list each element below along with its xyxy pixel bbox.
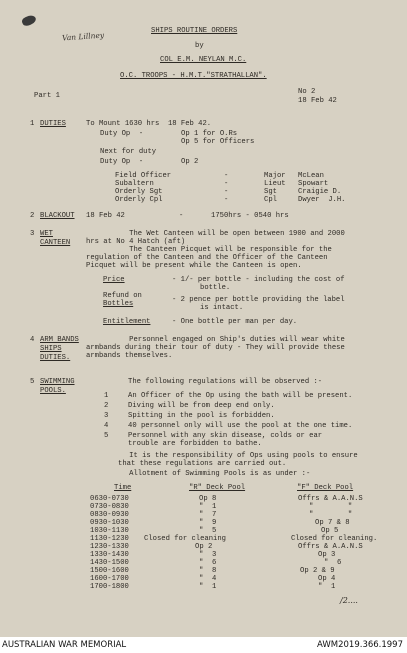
officer-rank: Cpl xyxy=(264,196,277,204)
time-cell: 0930-1030 xyxy=(90,519,129,527)
armbands-text-line: armbands themselves. xyxy=(86,352,173,360)
r-deck-cell: " 9 xyxy=(199,519,217,527)
by-line: by xyxy=(195,42,204,50)
officer-dash: - xyxy=(224,172,229,180)
rule-number: 4 xyxy=(104,422,109,430)
f-deck-cell: " " xyxy=(309,511,353,519)
officer-name: Craigie D. xyxy=(298,188,342,196)
document-title: SHIPS ROUTINE ORDERS xyxy=(151,27,238,35)
duty-op-ors: Op 1 for O.Rs xyxy=(181,130,238,138)
pools-heading: POOLS. xyxy=(40,387,66,395)
f-deck-cell: Op 7 & 8 xyxy=(315,519,350,527)
time-cell: 1600-1700 xyxy=(90,575,129,583)
institution-name: AUSTRALIAN WAR MEMORIAL xyxy=(2,640,127,650)
time-cell: 1030-1130 xyxy=(90,527,129,535)
section-3-number: 3 xyxy=(30,230,35,238)
section-4-number: 4 xyxy=(30,336,35,344)
f-deck-cell: Closed for cleaning. xyxy=(291,535,378,543)
officer-role: Orderly Cpl xyxy=(115,196,163,204)
time-cell: 1500-1600 xyxy=(90,567,129,575)
order-date: 18 Feb 42 xyxy=(298,97,337,105)
canteen-text-line: The Wet Canteen will be open between 1900 and 2000 xyxy=(86,230,345,238)
f-deck-cell: Offrs & A.A.N.S xyxy=(298,495,363,503)
officer-role: Subaltern xyxy=(115,180,154,188)
officer-rank: Sgt xyxy=(264,188,277,196)
wet-heading: WET xyxy=(40,230,53,238)
refund-label-bottles: Bottles xyxy=(103,300,134,308)
armbands-heading: ARM BANDS xyxy=(40,336,79,344)
time-cell: 0830-0930 xyxy=(90,511,129,519)
oc-troops-line: O.C. TROOPS - H.M.T."STRATHALLAN". xyxy=(120,72,267,80)
r-deck-cell: " 6 xyxy=(199,559,217,567)
mount-line: To Mount 1630 hrs 18 Feb 42. xyxy=(86,120,212,128)
r-deck-cell: " 3 xyxy=(199,551,217,559)
rule-text: Personnel with any skin disease, colds or ear xyxy=(128,432,323,440)
responsibility-line: that these regulations are carried out. xyxy=(118,460,287,468)
duty-op-officers: Op 5 for Officers xyxy=(181,138,255,146)
f-deck-cell: " " xyxy=(309,503,353,511)
entitlement-value: - One bottle per man per day. xyxy=(172,318,298,326)
time-cell: 1230-1330 xyxy=(90,543,129,551)
section-5-number: 5 xyxy=(30,378,35,386)
blackout-times: 1750hrs - 0540 hrs xyxy=(211,212,289,220)
price-value: - 1/- per bottle - including the cost of xyxy=(172,276,345,284)
officer-name: Spowart xyxy=(298,180,329,188)
r-deck-cell: " 4 xyxy=(199,575,217,583)
rule-number: 3 xyxy=(104,412,109,420)
officer-rank: Major xyxy=(264,172,286,180)
rule-text: 40 personnel only will use the pool at the one time. xyxy=(128,422,353,430)
officer-role: Orderly Sgt xyxy=(115,188,163,196)
officer-dash: - xyxy=(224,188,229,196)
officer-name: Dwyer J.H. xyxy=(298,196,346,204)
next-duty-op-label: Duty Op - xyxy=(100,158,144,166)
f-deck-cell: " 6 xyxy=(324,559,342,567)
section-2-number: 2 xyxy=(30,212,35,220)
blackout-heading: BLACKOUT xyxy=(40,212,75,220)
swimming-heading: SWIMMING xyxy=(40,378,75,386)
next-for-duty: Next for duty xyxy=(100,148,157,156)
refund-label: Refund on xyxy=(103,292,142,300)
handwritten-signature: Van Lillney xyxy=(61,30,105,43)
r-deck-cell: Op 8 xyxy=(199,495,217,503)
refund-value: - 2 pence per bottle providing the label xyxy=(172,296,345,304)
allotment-line: Allotment of Swimming Pools is as under :- xyxy=(86,470,311,478)
rule-text: Diving will be from deep end only. xyxy=(128,402,275,410)
refund-value-cont: is intact. xyxy=(200,304,244,312)
r-deck-cell: " 7 xyxy=(199,511,217,519)
r-deck-cell: " 8 xyxy=(199,567,217,575)
f-deck-cell: " 1 xyxy=(318,583,336,591)
continuation-mark: /2.... xyxy=(340,596,358,605)
canteen-text-line: hrs at No 4 Hatch (aft) xyxy=(86,238,186,246)
rule-text-cont: trouble are forbidden to bathe. xyxy=(128,440,262,448)
officer-role: Field Officer xyxy=(115,172,172,180)
r-deck-cell: " 1 xyxy=(199,583,217,591)
duties-subheading: DUTIES. xyxy=(40,354,71,362)
part-number: Part 1 xyxy=(34,92,60,100)
order-number: No 2 xyxy=(298,88,316,96)
archive-footer xyxy=(0,637,407,653)
armbands-text-line: armbands during their tour of duty - They will provide these xyxy=(86,344,345,352)
next-duty-op: Op 2 xyxy=(181,158,199,166)
rule-number: 5 xyxy=(104,432,109,440)
time-cell: 0630-0730 xyxy=(90,495,129,503)
blackout-date: 18 Feb 42 xyxy=(86,212,125,220)
f-deck-cell: Op 4 xyxy=(318,575,336,583)
officer-dash: - xyxy=(224,180,229,188)
rule-number: 1 xyxy=(104,392,109,400)
r-deck-cell: " 1 xyxy=(199,503,217,511)
duty-op-label: Duty Op - xyxy=(100,130,144,138)
price-value-cont: bottle. xyxy=(200,284,231,292)
canteen-text-line: The Canteen Picquet will be responsible for the xyxy=(86,246,332,254)
canteen-text-line: regulation of the Canteen and the Officer of the Canteen xyxy=(86,254,328,262)
blackout-dash: - xyxy=(179,212,184,220)
time-cell: 1330-1430 xyxy=(90,551,129,559)
responsibility-line: It is the responsibility of Ops using pools to ensure xyxy=(86,452,358,460)
r-deck-cell: Closed for cleaning xyxy=(144,535,226,543)
officer-name: McLean xyxy=(298,172,324,180)
canteen-text-line: Picquet will be present while the Canteen is open. xyxy=(86,262,302,270)
rule-text: Spitting in the pool is forbidden. xyxy=(128,412,275,420)
section-1-number: 1 xyxy=(30,120,35,128)
officer-dash: - xyxy=(224,196,229,204)
time-cell: 1430-1500 xyxy=(90,559,129,567)
table-header-r-deck: "R" Deck Pool xyxy=(189,484,246,492)
regulations-intro: The following regulations will be observed :- xyxy=(128,378,323,386)
f-deck-cell: Op 5 xyxy=(321,527,339,535)
ships-heading: SHIPS xyxy=(40,345,62,353)
duties-heading: DUTIES xyxy=(40,120,66,128)
canteen-heading: CANTEEN xyxy=(40,239,71,247)
r-deck-cell: Op 2 xyxy=(195,543,213,551)
table-header-f-deck: "F" Deck Pool xyxy=(297,484,354,492)
armbands-text-line: Personnel engaged on Ship's duties will wear white xyxy=(86,336,345,344)
f-deck-cell: Op 3 xyxy=(318,551,336,559)
officer-rank: Lieut xyxy=(264,180,286,188)
entitlement-label: Entitlement xyxy=(103,318,151,326)
ink-blot-mark xyxy=(21,13,37,27)
time-cell: 0730-0830 xyxy=(90,503,129,511)
time-cell: 1700-1800 xyxy=(90,583,129,591)
table-header-time: Time xyxy=(114,484,132,492)
commanding-officer: COL E.M. NEYLAN M.C. xyxy=(160,56,247,64)
rule-number: 2 xyxy=(104,402,109,410)
r-deck-cell: " 5 xyxy=(199,527,217,535)
price-label: Price xyxy=(103,276,125,284)
rule-text: An Officer of the Op using the bath will be present. xyxy=(128,392,353,400)
f-deck-cell: Op 2 & 9 xyxy=(300,567,335,575)
time-cell: 1130-1230 xyxy=(90,535,129,543)
f-deck-cell: Offrs & A.A.N.S xyxy=(298,543,363,551)
accession-number: AWM2019.366.1997 xyxy=(317,640,403,650)
